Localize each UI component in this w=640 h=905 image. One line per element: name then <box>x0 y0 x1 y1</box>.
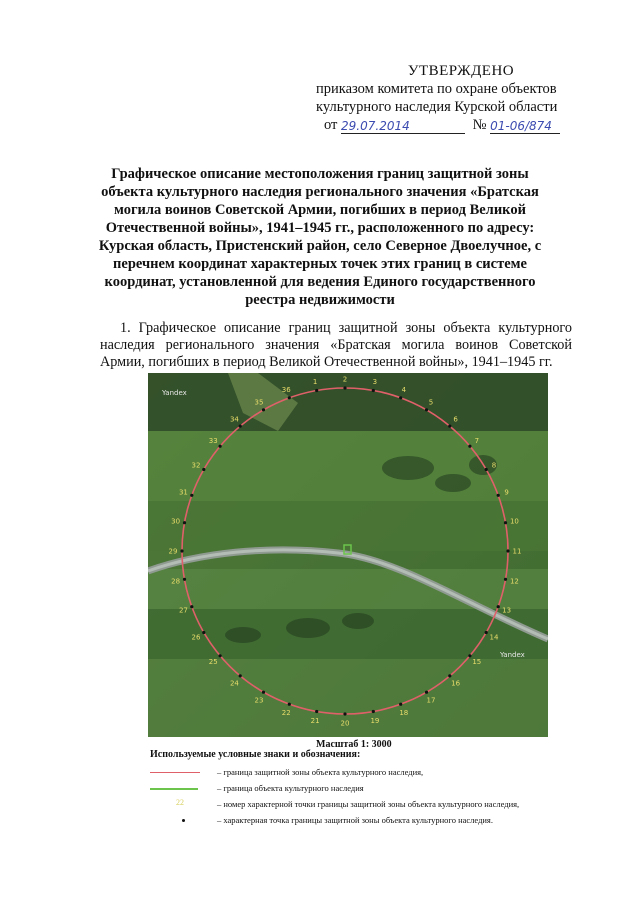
boundary-point-7 <box>468 445 471 448</box>
boundary-point-11 <box>506 549 509 552</box>
boundary-point-23 <box>262 691 265 694</box>
approval-stamp <box>316 62 606 134</box>
boundary-point-26 <box>202 631 205 634</box>
boundary-point-label-11: 11 <box>512 547 522 556</box>
boundary-point-label-21: 21 <box>310 716 320 725</box>
boundary-point-28 <box>183 578 186 581</box>
boundary-point-label-27: 27 <box>178 606 188 615</box>
boundary-point-16 <box>448 674 451 677</box>
boundary-point-label-5: 5 <box>428 398 434 407</box>
boundary-point-32 <box>202 468 205 471</box>
boundary-point-label-19: 19 <box>370 716 380 725</box>
boundary-point-24 <box>239 674 242 677</box>
boundary-point-label-8: 8 <box>491 461 497 470</box>
number-value: 01-06/874 <box>490 119 560 134</box>
boundary-point-33 <box>219 445 222 448</box>
boundary-point-4 <box>399 396 402 399</box>
boundary-point-label-12: 12 <box>509 577 519 586</box>
legend-text-1: – граница защитной зоны объекта культурного наследия, <box>217 767 424 777</box>
boundary-point-label-1: 1 <box>312 378 318 387</box>
boundary-point-18 <box>399 703 402 706</box>
boundary-point-1 <box>315 389 318 392</box>
boundary-point-label-28: 28 <box>171 577 181 586</box>
boundary-point-3 <box>372 389 375 392</box>
boundary-point-label-34: 34 <box>229 415 239 424</box>
legend-dot <box>182 819 185 822</box>
boundary-point-label-10: 10 <box>509 517 519 526</box>
date-value: 29.07.2014 <box>341 119 465 134</box>
boundary-point-label-7: 7 <box>474 436 480 445</box>
map-field-strip <box>148 569 548 609</box>
legend-green-line <box>150 788 198 790</box>
boundary-point-label-20: 20 <box>340 719 350 728</box>
boundary-point-19 <box>372 710 375 713</box>
map-scale: Масштаб 1: 3000 <box>316 739 392 750</box>
boundary-point-label-23: 23 <box>254 696 264 705</box>
boundary-point-label-3: 3 <box>372 378 378 387</box>
legend-title: Используемые условные знаки и обозначения: <box>150 749 361 760</box>
boundary-point-5 <box>425 408 428 411</box>
legend-row-zone-boundary <box>150 766 570 780</box>
boundary-point-label-35: 35 <box>254 398 264 407</box>
map-watermark: Yandex <box>162 389 187 397</box>
boundary-point-2 <box>343 386 346 389</box>
approval-line-2: культурного наследия Курской области <box>316 99 558 115</box>
boundary-point-label-6: 6 <box>453 415 458 424</box>
date-prefix: от <box>324 117 338 133</box>
boundary-point-9 <box>497 494 500 497</box>
boundary-point-label-24: 24 <box>229 679 239 688</box>
map-watermark-2: Yandex <box>500 651 525 659</box>
boundary-point-label-26: 26 <box>191 633 201 642</box>
boundary-point-label-36: 36 <box>281 385 291 394</box>
approval-line-1: приказом комитета по охране объектов <box>316 81 557 97</box>
legend-row-object-boundary <box>150 782 570 796</box>
boundary-point-label-30: 30 <box>171 517 181 526</box>
document-title: Графическое описание местоположения границ защитной зоны объекта культурного наследия регионального значения «Братская могила воинов Советской Армии, погибших в период Великой Отечественной войны», 1941–1945 гг., расположенного по адресу: Курская область, Пристенский район, село Северное Двоелучное, с перечнем координат характерных точек этих границ в системе координат, установленной для ведения Единого государственного реестра недвижимости <box>98 166 542 308</box>
boundary-point-22 <box>288 703 291 706</box>
number-prefix: № <box>472 117 487 133</box>
boundary-point-label-29: 29 <box>168 547 178 556</box>
boundary-point-label-16: 16 <box>451 679 461 688</box>
legend-text-2: – граница объекта культурного наследия <box>217 783 364 793</box>
boundary-point-29 <box>180 549 183 552</box>
boundary-point-label-4: 4 <box>401 385 407 394</box>
section-paragraph-text: 1. Графическое описание границ защитной зоны объекта культурного наследия регионального значения «Братская могила воинов Советской Армии, погибших в период Великой Отечественной войны», 1941–1945 гг. <box>100 320 572 370</box>
satellite-map <box>148 373 548 737</box>
boundary-point-21 <box>315 710 318 713</box>
boundary-point-36 <box>288 396 291 399</box>
boundary-point-20 <box>343 712 346 715</box>
boundary-point-label-33: 33 <box>208 436 218 445</box>
approval-date-line <box>324 116 606 134</box>
boundary-point-25 <box>219 654 222 657</box>
legend-row-point <box>150 814 570 828</box>
boundary-point-12 <box>504 578 507 581</box>
boundary-point-label-32: 32 <box>191 461 201 470</box>
legend-text-4: – характерная точка границы защитной зоны объекта культурного наследия. <box>217 815 493 825</box>
boundary-point-label-22: 22 <box>281 709 291 718</box>
boundary-point-label-31: 31 <box>178 488 188 497</box>
boundary-point-35 <box>262 408 265 411</box>
boundary-point-34 <box>239 425 242 428</box>
boundary-point-15 <box>468 654 471 657</box>
boundary-point-8 <box>485 468 488 471</box>
boundary-point-30 <box>183 521 186 524</box>
approval-heading: УТВЕРЖДЕНО <box>407 63 515 79</box>
boundary-point-label-18: 18 <box>399 709 409 718</box>
boundary-point-17 <box>425 691 428 694</box>
boundary-point-6 <box>448 425 451 428</box>
boundary-point-label-25: 25 <box>208 658 218 667</box>
boundary-point-label-13: 13 <box>502 606 512 615</box>
section-paragraph <box>100 320 572 371</box>
boundary-point-label-15: 15 <box>472 658 482 667</box>
boundary-point-label-2: 2 <box>342 375 348 384</box>
boundary-point-13 <box>497 605 500 608</box>
boundary-point-10 <box>504 521 507 524</box>
boundary-point-31 <box>190 494 193 497</box>
legend-row-point-number <box>150 798 570 812</box>
boundary-point-label-14: 14 <box>489 633 499 642</box>
map-mid-field <box>148 501 548 551</box>
boundary-point-label-9: 9 <box>504 488 509 497</box>
legend-red-line <box>150 772 200 773</box>
map-dark-field <box>148 373 548 431</box>
legend-number-sample: 22 <box>176 798 184 807</box>
boundary-point-14 <box>485 631 488 634</box>
legend-text-3: – номер характерной точки границы защитной зоны объекта культурного наследия, <box>217 799 520 809</box>
boundary-point-27 <box>190 605 193 608</box>
boundary-point-label-17: 17 <box>426 696 436 705</box>
